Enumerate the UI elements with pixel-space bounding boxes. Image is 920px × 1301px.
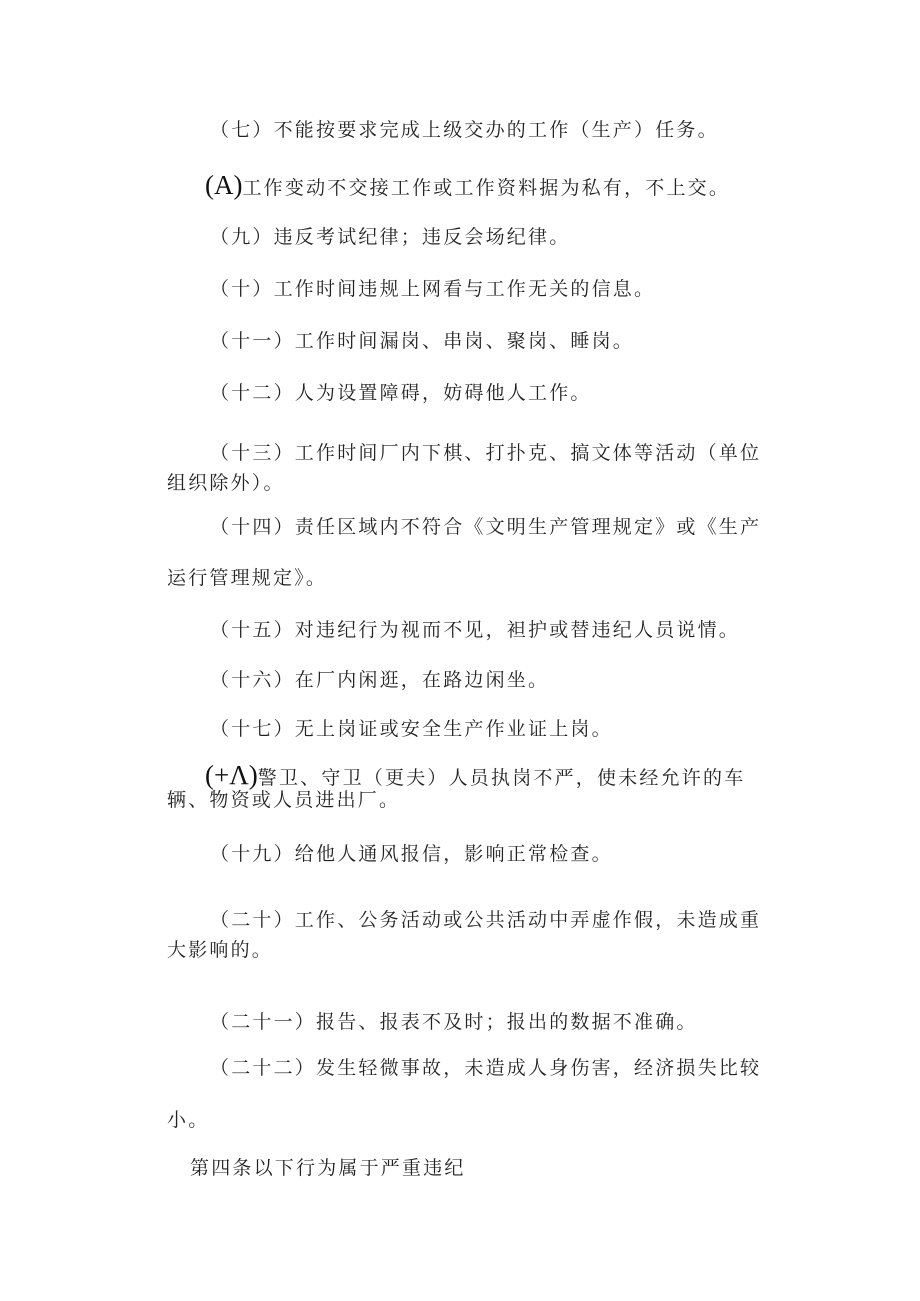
line-text: 第四条以下行为属于严重违纪 — [190, 1157, 466, 1179]
item-number: (+Λ) — [205, 760, 258, 790]
line-text: 大影响的。 — [167, 939, 274, 961]
article-heading — [190, 1155, 466, 1181]
line-text: （十三）工作时间厂内下棋、打扑克、搞文体等活动（单位 — [210, 442, 762, 464]
line-text: 小。 — [167, 1109, 210, 1131]
line-text: 运行管理规定》。 — [167, 567, 328, 589]
paragraph-line — [167, 937, 273, 963]
paragraph-line — [205, 172, 730, 201]
line-text: （二十一）报告、报表不及时；报出的数据不准确。 — [210, 1011, 698, 1033]
line-text: （十五）对违纪行为视而不见，袒护或替违纪人员说情。 — [210, 619, 741, 641]
line-text: 警卫、守卫（更夫）人员执岗不严，使未经允许的车 — [257, 767, 746, 789]
line-text: （九）违反考试纪律；违反会场纪律。 — [210, 226, 571, 248]
line-text: （十二）人为设置障碍，妨碍他人工作。 — [210, 382, 592, 404]
line-text: （十一）工作时间漏岗、串岗、聚岗、睡岗。 — [210, 330, 635, 352]
line-text: 组织除外）。 — [167, 472, 285, 494]
paragraph-line — [167, 1107, 209, 1133]
paragraph-line — [210, 1055, 761, 1081]
line-text: （二十二）发生轻微事故，未造成人身伤害，经济损失比较 — [210, 1057, 762, 1079]
paragraph-line — [210, 276, 655, 302]
paragraph-line — [167, 470, 285, 496]
line-text: （十九）给他人通风报信，影响正常检查。 — [210, 843, 613, 865]
item-number: (A) — [205, 170, 243, 200]
paragraph-line — [167, 565, 327, 591]
line-text: （二十）工作、公务活动或公共活动中弄虚作假，未造成重 — [210, 909, 762, 931]
paragraph-line — [210, 667, 549, 693]
line-text: 辆、物资或人员进出厂。 — [167, 789, 401, 811]
paragraph-line — [210, 907, 761, 933]
line-text: （十六）在厂内闲逛，在路边闲坐。 — [210, 669, 550, 691]
line-text: （十七）无上岗证或安全生产作业证上岗。 — [210, 718, 613, 740]
paragraph-line — [210, 1009, 698, 1035]
paragraph-line — [210, 117, 719, 143]
paragraph-line — [167, 787, 400, 813]
paragraph-line — [210, 841, 613, 867]
line-text: （十）工作时间违规上网看与工作无关的信息。 — [210, 278, 656, 300]
paragraph-line — [210, 716, 613, 742]
paragraph-line — [210, 514, 761, 540]
line-text: 工作变动不交接工作或工作资料据为私有，不上交。 — [242, 177, 731, 199]
paragraph-line — [210, 224, 570, 250]
paragraph-line — [210, 380, 592, 406]
line-text: （七）不能按要求完成上级交办的工作（生产）任务。 — [210, 119, 719, 141]
paragraph-line — [210, 617, 740, 643]
paragraph-line — [210, 328, 634, 354]
paragraph-line — [210, 440, 761, 466]
line-text: （十四）责任区域内不符合《文明生产管理规定》或《生产 — [210, 516, 762, 538]
